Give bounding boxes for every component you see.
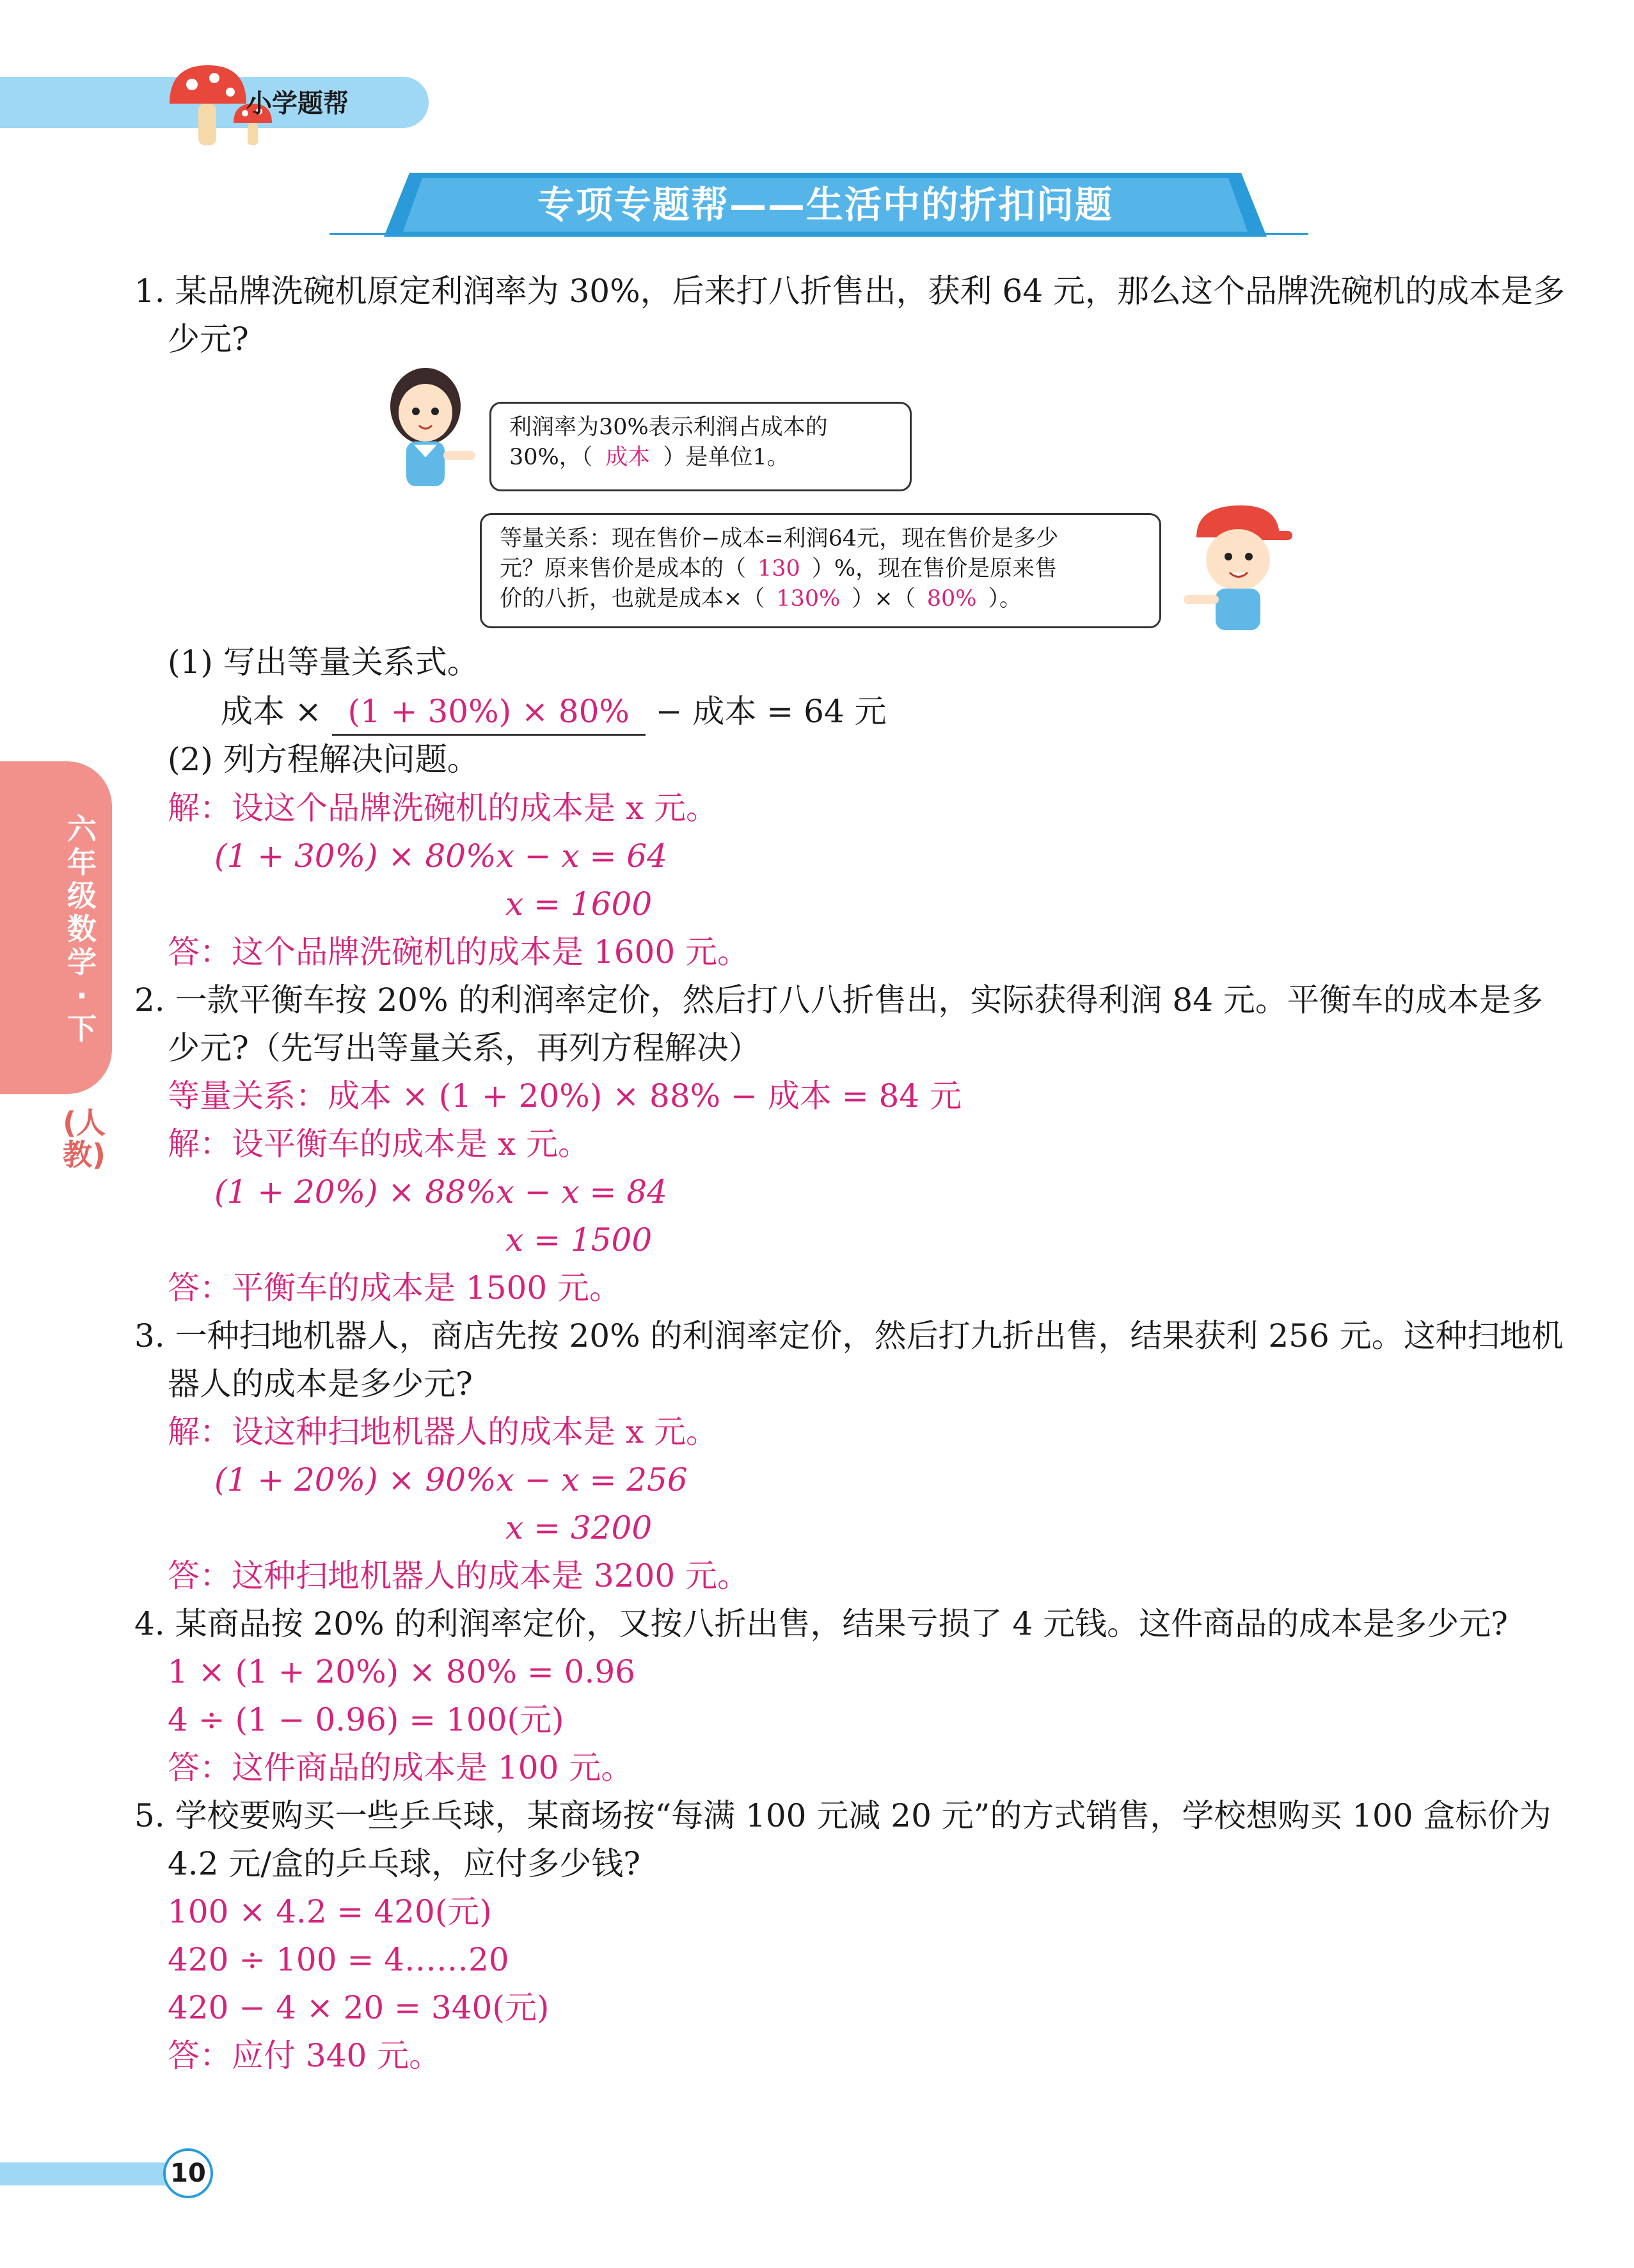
brand-name: 小学题帮 [246, 89, 349, 118]
hint-blank-130-percent: 130% [776, 586, 841, 612]
problem-2-solve-1: 解：设平衡车的成本是 x 元。 [168, 1125, 590, 1162]
problem-2-text-cont: 少元?（先写出等量关系，再列方程解决） [168, 1029, 761, 1067]
hint-bubble-2-text-e: ）。 [988, 586, 1022, 612]
problem-1-equation [221, 689, 887, 736]
hint-bubble-2-line3 [500, 584, 1141, 614]
problem-3-text: 3. 一种扫地机器人，商店先按 20% 的利润率定价，然后打九折出售，结果获利 256 元。这种扫地机 [134, 1317, 1564, 1354]
problem-2-relation: 等量关系：成本 × (1 + 20%) × 88% − 成本 = 84 元 [168, 1077, 962, 1114]
problem-5-step-2: 420 ÷ 100 = 4……20 [168, 1941, 509, 1978]
problem-5-answer: 答：应付 340 元。 [168, 2037, 441, 2074]
boy-illustration [1171, 499, 1299, 633]
problem-2-solve-2: (1 + 20%) × 88%x − x = 84 [214, 1173, 667, 1210]
problem-1-text-cont: 少元? [168, 321, 249, 358]
page-title: 专项专题帮——生活中的折扣问题 [537, 183, 1113, 226]
hint-bubble-2-text-c: 价的八折，也就是成本×（ [500, 586, 765, 612]
equation-suffix: − 成本 = 64 元 [655, 693, 887, 730]
problem-3-text-cont: 器人的成本是多少元? [168, 1365, 473, 1402]
problem-5-text-cont: 4.2 元/盒的乒乓球，应付多少钱? [168, 1845, 641, 1882]
side-tab-edition: (人教) [63, 1106, 106, 1172]
problem-4-step-1: 1 × (1 + 20%) × 80% = 0.96 [168, 1653, 635, 1690]
hint-bubble-2 [480, 513, 1161, 628]
hint-bubble-2-text: 元？原来售价是成本的（ [500, 556, 747, 582]
hint-bubble-1-text-end: ）是单位1。 [663, 445, 789, 470]
hint-bubble-2-line1: 等量关系：现在售价−成本=利润64元，现在售价是多少 [500, 526, 1059, 551]
problem-1-solve-2: (1 + 30%) × 80%x − x = 64 [214, 837, 667, 875]
problem-2-answer: 答：平衡车的成本是 1500 元。 [168, 1269, 622, 1306]
hint-blank-130: 130 [758, 556, 800, 582]
problem-4-answer: 答：这件商品的成本是 100 元。 [168, 1749, 633, 1786]
problem-3-solve-2: (1 + 20%) × 90%x − x = 256 [214, 1461, 688, 1498]
problem-1-sub1: (1) 写出等量关系式。 [168, 644, 479, 681]
hint-bubble-1-line2 [509, 443, 892, 473]
equation-blank: (1 + 30%) × 80% [332, 689, 646, 736]
page-number: 10 [163, 2148, 213, 2198]
problem-1-solve-3: x = 1600 [505, 885, 653, 923]
girl-illustration [374, 361, 489, 489]
problem-1-solve-1: 解：设这个品牌洗碗机的成本是 x 元。 [168, 789, 718, 827]
problem-4-text: 4. 某商品按 20% 的利润率定价，又按八折出售，结果亏损了 4 元钱。这件商品的成本是多少元? [134, 1605, 1508, 1642]
side-tab-grade: 六年级数学·下 [67, 812, 97, 1046]
problem-5-step-3: 420 − 4 × 20 = 340(元) [168, 1989, 550, 2026]
equation-prefix: 成本 × [221, 693, 322, 730]
footer-bar [0, 2162, 186, 2185]
hint-blank-cost: 成本 [605, 445, 651, 470]
hint-bubble-2-text-b: ）%，现在售价是原来售 [811, 556, 1058, 582]
hint-bubble-2-line2 [500, 554, 1141, 584]
problem-3-solve-3: x = 3200 [505, 1509, 653, 1546]
problem-2-text: 2. 一款平衡车按 20% 的利润率定价，然后打八八折售出，实际获得利润 84 元。平衡车的成本是多 [134, 981, 1543, 1019]
hint-bubble-1-text: 30%，（ [509, 445, 593, 470]
hint-bubble-1-line1: 利润率为30%表示利润占成本的 [509, 415, 828, 440]
problem-2-solve-3: x = 1500 [505, 1221, 653, 1258]
problem-5-step-1: 100 × 4.2 = 420(元) [168, 1893, 492, 1930]
problem-1-answer: 答：这个品牌洗碗机的成本是 1600 元。 [168, 933, 750, 971]
hint-bubble-2-text-d: ）×（ [852, 586, 916, 612]
problem-5-text: 5. 学校要购买一些乒乓球，某商场按“每满 100 元减 20 元”的方式销售，学校想购买 100 盒标价为 [134, 1797, 1551, 1834]
problem-1-text: 1. 某品牌洗碗机原定利润率为 30%，后来打八折售出，获利 64 元，那么这个品牌洗碗机的成本是多 [134, 273, 1566, 310]
problem-1-sub2: (2) 列方程解决问题。 [168, 741, 479, 778]
problem-3-solve-1: 解：设这种扫地机器人的成本是 x 元。 [168, 1413, 718, 1450]
problem-3-answer: 答：这种扫地机器人的成本是 3200 元。 [168, 1557, 750, 1594]
hint-bubble-1 [489, 402, 912, 491]
hint-blank-80-percent: 80% [926, 586, 977, 612]
problem-4-step-2: 4 ÷ (1 − 0.96) = 100(元) [168, 1701, 564, 1738]
